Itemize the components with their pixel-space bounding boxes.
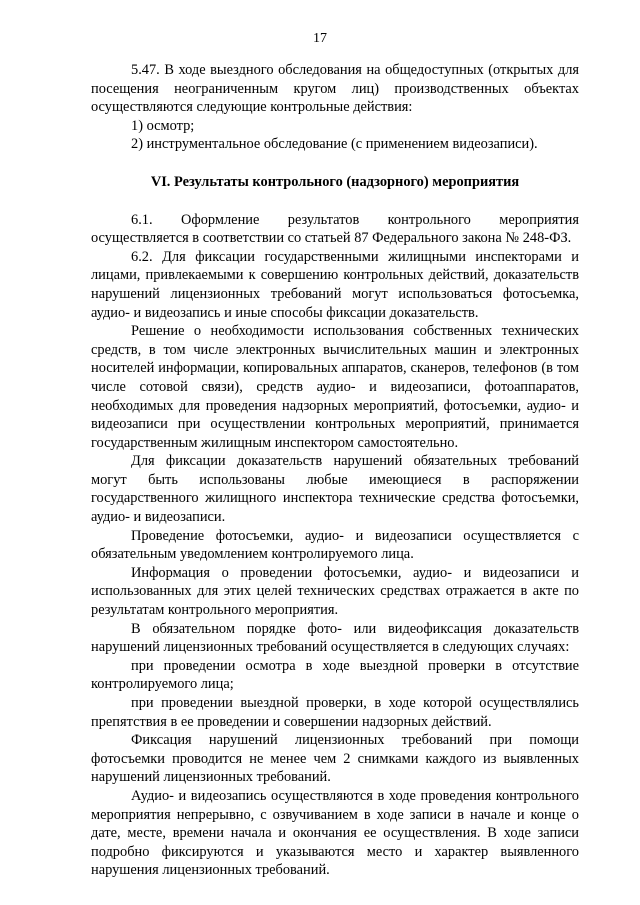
list-item-instrumental: 2) инструментальное обследование (с применением видеозаписи). [131,136,538,153]
paragraph-mandatory: В обязательном порядке фото- или видеофиксация доказательств нарушений лицензионных требований осуществляется в следующих случаях: [91,620,579,656]
paragraph-fixation: Для фиксации доказательств нарушений обязательных требований могут быть использованы любые имеющиеся в распоряжении государственного жилищного инспектора технические средства фотосъемки, аудио- и видеозаписи. [91,453,579,526]
paragraph-case-2: при проведении выездной проверки, в ходе которой осуществлялись препятствия в ее проведении и совершении надзорных действий. [91,695,579,730]
paragraph-info: Информация о проведении фотосъемки, аудио- и видеозаписи и использованных для этих целей технических средствах отражается в акте по результатам контрольного мероприятия. [91,564,579,619]
list-item-inspection: 1) осмотр; [131,117,195,134]
section-heading: VI. Результаты контрольного (надзорного) мероприятия [150,173,520,190]
paragraph-6-2: 6.2. Для фиксации государственными жилищными инспекторами и лицами, привлекаемыми к совершению контрольных действий, доказательств нарушений лицензионных требований могут использоваться фотосъемка, аудио- и видеозапись и иные способы фиксации доказательств. [91,248,579,321]
page-number: 17 [313,31,327,46]
paragraph-5-47: 5.47. В ходе выездного обследования на общедоступных (открытых для посещения неограниченным кругом лиц) производственных объектах осуществляются следующие контрольные действия: [91,62,579,116]
paragraph-case-1: при проведении осмотра в ходе выездной проверки в отсутствие контролируемого лица; [91,657,579,693]
paragraph-audio: Аудио- и видеозапись осуществляются в ходе проведения контрольного мероприятия непрерывно, с озвучиванием в ходе записи в начале и конце о дате, месте, времени начала и окончания ее осуществления. В ходе записи подробно фиксируются и указываются место и характер выявленного нарушения лицензионных требований. [91,787,579,879]
paragraph-photo: Фиксация нарушений лицензионных требований при помощи фотосъемки проводится не менее чем 2 снимками каждого из выявленных нарушений лицензионных требований. [91,732,579,786]
paragraph-decision: Решение о необходимости использования собственных технических средств, в том числе электронных вычислительных машин и электронных носителей информации, копировальных аппаратов, сканеров, телефонов (в том числе сотовой связи), средств аудио- и видеозаписи, фотоаппаратов, необходимых для проведения надзорных мероприятий, фотосъемки, аудио- и видеозаписи при осуществлении контрольных мероприятий, принимается государственным жилищным инспектором самостоятельно. [91,323,579,451]
paragraph-conduct: Проведение фотосъемки, аудио- и видеозаписи осуществляется с обязательным уведомлением контролируемого лица. [91,527,579,563]
paragraph-6-1: 6.1. Оформление результатов контрольного мероприятия осуществляется в соответствии со статьей 87 Федерального закона № 248-ФЗ. [91,211,579,247]
page-content [91,61,579,880]
